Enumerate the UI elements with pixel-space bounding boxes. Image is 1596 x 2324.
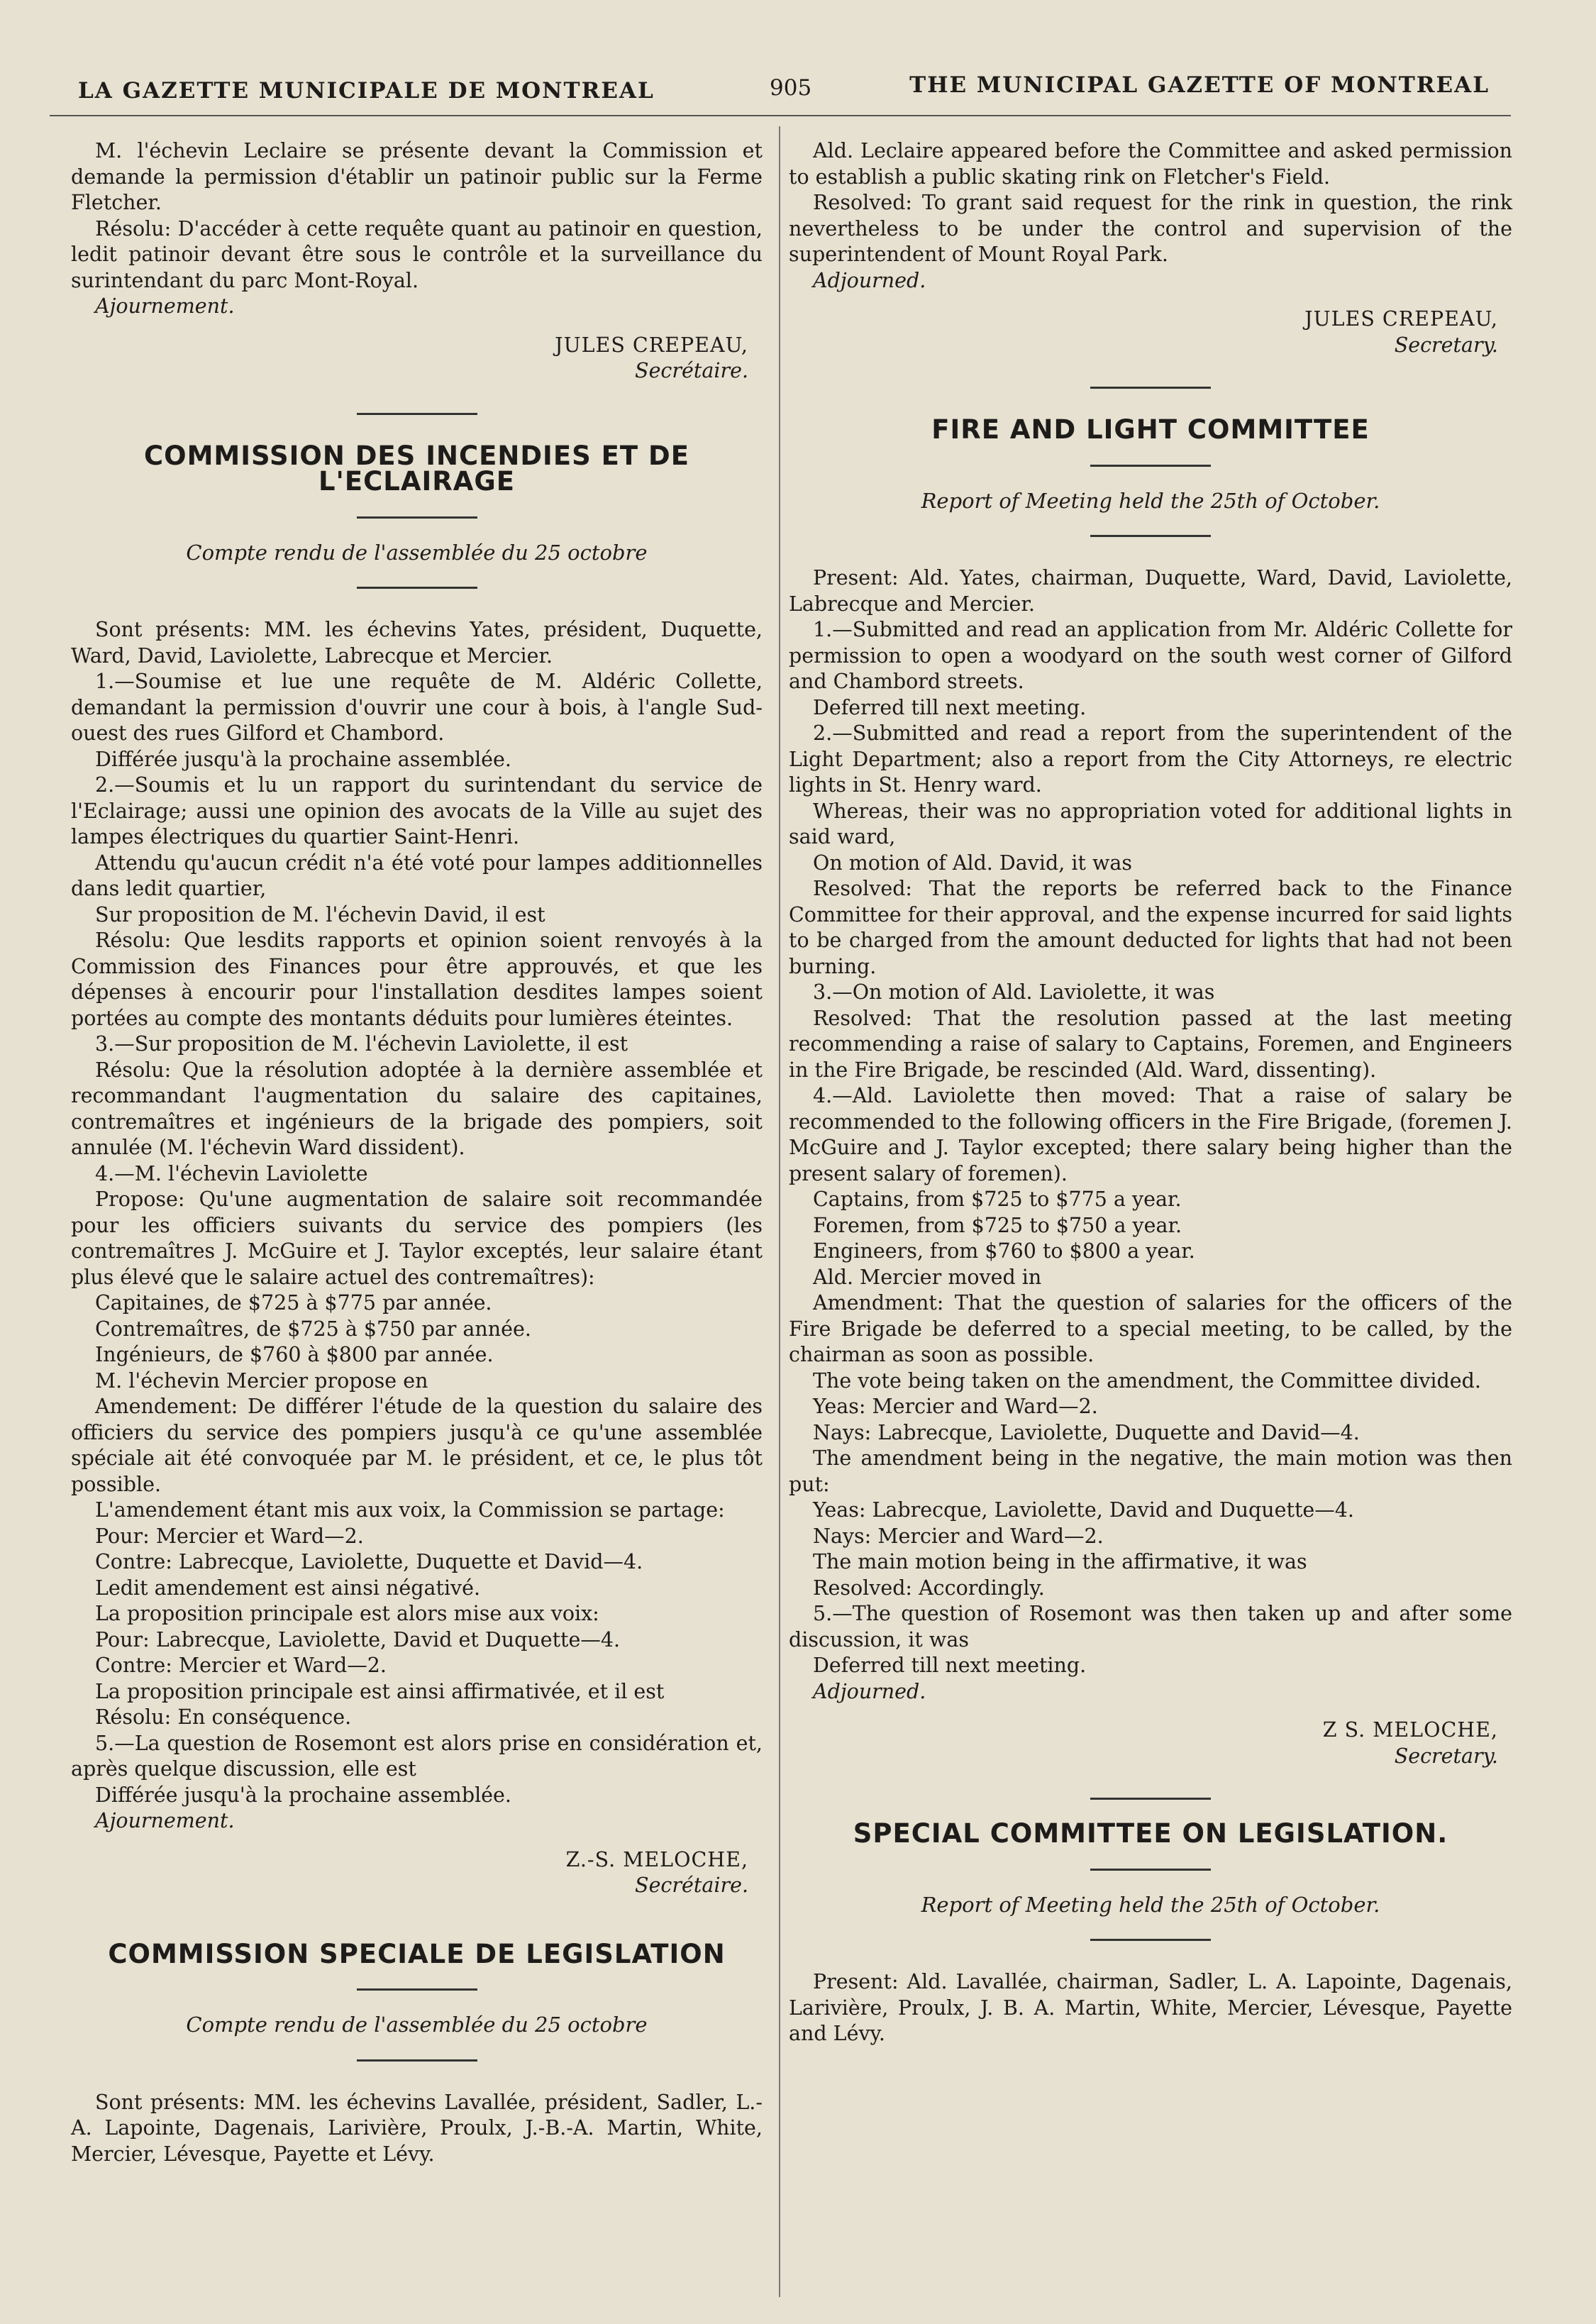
paragraph: 3.—Sur proposition de M. l'échevin Laviolette, il est (95, 1032, 628, 1056)
paragraph: 2.—Submitted and read a report from the superintendent of the Light Department; also a report from the City Attorneys, re electric lights in St. Henry ward. (789, 721, 1512, 797)
paragraph: Ajournement. (95, 1809, 235, 1832)
paragraph: Amendment: That the question of salaries for the officers of the Fire Brigade be deferred to a special meeting, to be called, by the chairman as soon as possible. (789, 1291, 1512, 1366)
paragraph: 5.—The question of Rosemont was then taken up and after some discussion, it was (789, 1602, 1512, 1651)
vote-line: Nays: Labrecque, Laviolette, Duquette and David—4. (813, 1420, 1360, 1444)
section-divider (1090, 535, 1211, 537)
paragraph: 1.—Submitted and read an application from Mr. Aldéric Collette for permission to open a woodyard on the south west corner of Gilford and Chambord streets. (789, 618, 1512, 693)
salary-line: Captains, from $725 to $775 a year. (813, 1188, 1182, 1211)
paragraph: 3.—On motion of Ald. Laviolette, it was (813, 980, 1215, 1004)
paragraph: La proposition principale est ainsi affirmativée, et il est (95, 1679, 665, 1703)
column-divider (779, 126, 780, 2297)
vote-line: Contre: Labrecque, Laviolette, Duquette et David—4. (95, 1550, 643, 1573)
paragraph: Adjourned. (813, 268, 926, 292)
paragraph: 4.—Ald. Laviolette then moved: That a raise of salary be recommended to the following officers in the Fire Brigade, (foremen J. McGuire and J. Taylor excepted; there salary being higher than the present salary of foremen). (789, 1084, 1512, 1185)
signature-role: Secretary. (1394, 1744, 1498, 1768)
vote-line: Yeas: Mercier and Ward—2. (813, 1395, 1098, 1418)
salary-line: Engineers, from $760 to $800 a year. (813, 1239, 1195, 1263)
salary-line: Foremen, from $725 to $750 a year. (813, 1213, 1182, 1237)
paragraph: Ald. Leclaire appeared before the Committee and asked permission to establish a public skating rink on Fletcher's Field. (789, 139, 1512, 189)
paragraph: Resolved: That the resolution passed at the last meeting recommending a raise of salary to Captains, Foremen, and Engineers in the Fire Brigade, be rescinded (Ald. Ward, dissenting). (789, 1006, 1512, 1082)
header-french-title: LA GAZETTE MUNICIPALE DE MONTREAL (78, 78, 655, 104)
paragraph: M. l'échevin Mercier propose en (95, 1368, 428, 1393)
paragraph: Attendu qu'aucun crédit n'a été voté pour lampes additionnelles dans ledit quartier, (71, 851, 763, 900)
paragraph: The main motion being in the affirmative, it was (813, 1550, 1307, 1573)
page-header (78, 71, 1504, 114)
english-column (789, 138, 1512, 2047)
paragraph: Différée jusqu'à la prochaine assemblée. (95, 747, 511, 771)
paragraph: Present: Ald. Yates, chairman, Duquette, Ward, David, Laviolette, Labrecque and Mercier. (789, 566, 1512, 616)
vote-line: Contre: Mercier et Ward—2. (95, 1654, 387, 1677)
paragraph: La proposition principale est alors mise aux voix: (95, 1602, 599, 1625)
paragraph: Resolved: Accordingly. (813, 1576, 1045, 1600)
paragraph: Ledit amendement est ainsi négativé. (95, 1576, 481, 1600)
page-number: 905 (770, 75, 812, 101)
section-subheading: Report of Meeting held the 25th of October. (921, 488, 1380, 513)
paragraph: Résolu: Que lesdits rapports et opinion soient renvoyés à la Commission des Finances pour être approuvés, et que les dépenses à encourir pour l'installation desdites lampes soient portées au compte des montants déduits pour lumières éteintes. (71, 929, 763, 1030)
french-column (71, 138, 763, 2167)
signature-name: Z S. MELOCHE, (1322, 1718, 1498, 1742)
header-english-title: THE MUNICIPAL GAZETTE OF MONTREAL (909, 72, 1490, 98)
section-heading: COMMISSION DES INCENDIES ET DE L'ECLAIRAGE (143, 440, 690, 497)
salary-line: Ingénieurs, de $760 à $800 par année. (95, 1343, 494, 1366)
section-subheading: Compte rendu de l'assemblée du 25 octobre (186, 2013, 648, 2037)
paragraph: Amendement: De différer l'étude de la question du salaire des officiers du service des pompiers jusqu'à ce qu'une assemblée spéciale ait été convoquée par M. le président, et ce, le plus tôt possible. (71, 1395, 763, 1496)
paragraph: Résolu: En conséquence. (95, 1705, 352, 1729)
section-divider (1090, 465, 1211, 467)
section-divider (357, 2059, 477, 2062)
paragraph: Ald. Mercier moved in (813, 1265, 1042, 1289)
paragraph: 1.—Soumise et lue une requête de M. Aldéric Collette, demandant la permission d'ouvrir une cour à bois, à l'angle Sud-ouest des rues Gilford et Chambord. (71, 670, 763, 745)
paragraph: 4.—M. l'échevin Laviolette (95, 1161, 368, 1185)
paragraph: Deferred till next meeting. (813, 695, 1087, 719)
paragraph: Deferred till next meeting. (813, 1654, 1087, 1677)
vote-line: Yeas: Labrecque, Laviolette, David and Duquette—4. (813, 1498, 1354, 1522)
section-subheading: Compte rendu de l'assemblée du 25 octobre (186, 540, 648, 565)
paragraph: Résolu: D'accéder à cette requête quant au patinoir en question, ledit patinoir devant être sous le contrôle et la surveillance du surintendant du parc Mont-Royal. (71, 216, 763, 292)
signature-role: Secrétaire. (635, 359, 748, 382)
signature-name: JULES CREPEAU, (1304, 307, 1498, 331)
vote-line: Nays: Mercier and Ward—2. (813, 1524, 1104, 1548)
section-divider (357, 1988, 477, 1991)
vote-line: Pour: Labrecque, Laviolette, David et Duquette—4. (95, 1627, 621, 1651)
section-heading: FIRE AND LIGHT COMMITTEE (931, 414, 1370, 445)
signature-role: Secretary. (1394, 333, 1498, 357)
paragraph: Present: Ald. Lavallée, chairman, Sadler, L. A. Lapointe, Dagenais, Larivière, Proulx, J. B. A. Martin, White, Mercier, Lévesque, Payette and Lévy. (789, 1970, 1512, 2045)
signature-role: Secrétaire. (635, 1874, 748, 1897)
section-divider (357, 413, 477, 415)
section-divider (357, 587, 477, 589)
signature-name: JULES CREPEAU, (555, 333, 748, 357)
section-divider (1090, 387, 1211, 389)
paragraph: Sont présents: MM. les échevins Yates, président, Duquette, Ward, David, Laviolette, Labrecque et Mercier. (71, 618, 763, 668)
paragraph: 5.—La question de Rosemont est alors prise en considération et, après quelque discussion, elle est (71, 1731, 763, 1781)
paragraph: Ajournement. (95, 294, 235, 318)
paragraph: Propose: Qu'une augmentation de salaire soit recommandée pour les officiers suivants du service des pompiers (les contremaîtres J. McGuire et J. Taylor exceptés, leur salaire étant plus élevé que le salaire actuel des contremaîtres): (71, 1188, 763, 1289)
section-heading: COMMISSION SPECIALE DE LEGISLATION (108, 1938, 726, 1969)
paragraph: Resolved: To grant said request for the rink in question, the rink nevertheless to be under the control and supervision of the superintendent of Mount Royal Park. (789, 191, 1512, 266)
paragraph: Whereas, their was no appropriation voted for additional lights in said ward, (789, 799, 1512, 848)
section-divider (1090, 1939, 1211, 1941)
vote-line: Pour: Mercier et Ward—2. (95, 1524, 364, 1548)
paragraph: Sur proposition de M. l'échevin David, il est (95, 902, 545, 926)
paragraph: L'amendement étant mis aux voix, la Commission se partage: (95, 1498, 725, 1522)
paragraph: Resolved: That the reports be referred back to the Finance Committee for their approval, and the expense incurred for said lights to be charged from the amount deducted for lights that had not been burning. (789, 877, 1512, 978)
paragraph: M. l'échevin Leclaire se présente devant la Commission et demande la permission d'établir un patinoir public sur la Ferme Fletcher. (71, 139, 763, 214)
paragraph: The amendment being in the negative, the main motion was then put: (789, 1446, 1512, 1496)
section-divider (1090, 1869, 1211, 1871)
paragraph: 2.—Soumis et lu un rapport du surintendant du service de l'Eclairage; aussi une opinion des avocats de la Ville au sujet des lampes électriques du quartier Saint-Henri. (71, 773, 763, 848)
signature-name: Z.-S. MELOCHE, (565, 1847, 748, 1871)
paragraph: Adjourned. (813, 1679, 926, 1703)
paragraph: Sont présents: MM. les échevins Lavallée, président, Sadler, L.-A. Lapointe, Dagenais, Larivière, Proulx, J.-B.-A. Martin, White, Mercier, Lévesque, Payette et Lévy. (71, 2090, 763, 2166)
section-divider (357, 516, 477, 519)
paragraph: Différée jusqu'à la prochaine assemblée. (95, 1783, 511, 1807)
salary-line: Capitaines, de $725 à $775 par année. (95, 1291, 492, 1315)
section-divider (1090, 1798, 1211, 1800)
header-rule (50, 115, 1511, 116)
paragraph: On motion of Ald. David, it was (813, 851, 1132, 875)
paragraph: Résolu: Que la résolution adoptée à la dernière assemblée et recommandant l'augmentation du salaire des capitaines, contremaîtres et ingénieurs de la brigade des pompiers, soit annulée (M. l'échevin Ward dissident). (71, 1058, 763, 1159)
section-heading: SPECIAL COMMITTEE ON LEGISLATION. (853, 1818, 1448, 1849)
salary-line: Contremaîtres, de $725 à $750 par année. (95, 1317, 531, 1341)
paragraph: The vote being taken on the amendment, the Committee divided. (813, 1368, 1481, 1393)
section-subheading: Report of Meeting held the 25th of October. (921, 1892, 1380, 1917)
